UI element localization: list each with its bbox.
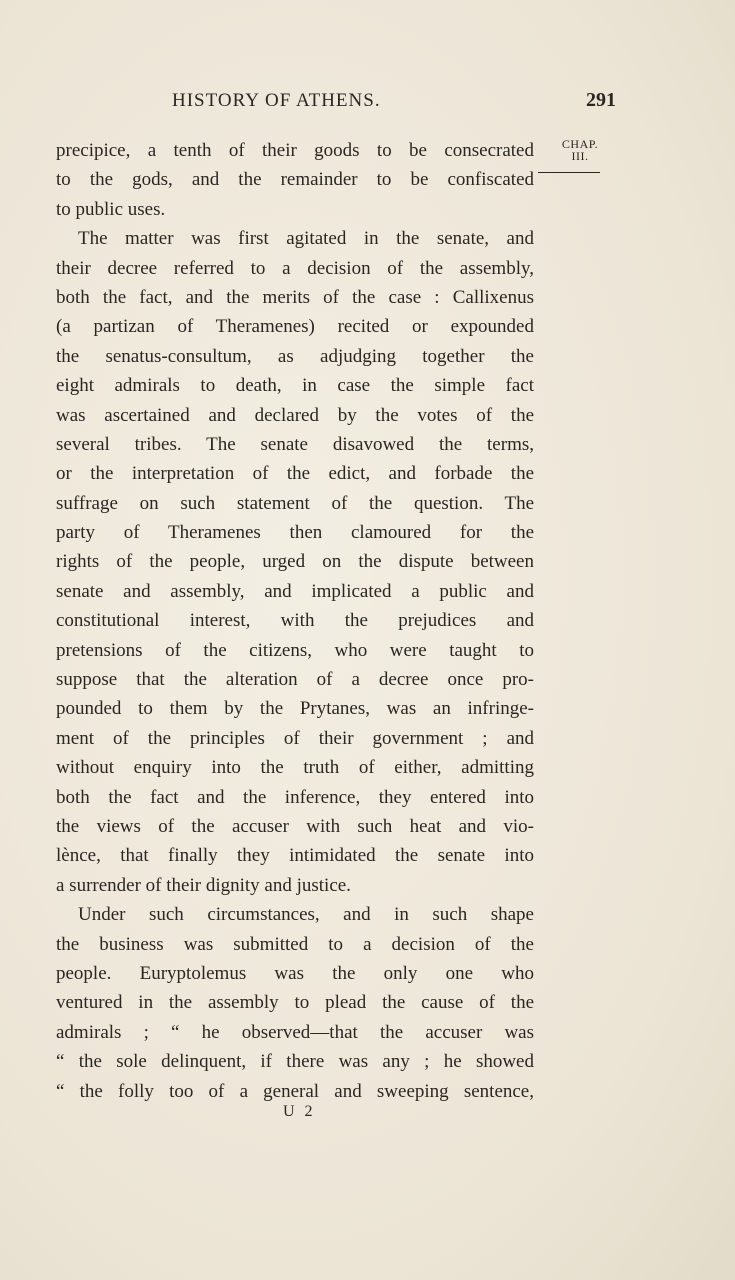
- text-line: the views of the accuser with such heat and vio-: [56, 815, 534, 837]
- chapter-label: CHAP.: [561, 137, 599, 151]
- chapter-margin-note: [550, 138, 610, 173]
- text-line: the business was submitted to a decision of the: [56, 933, 534, 955]
- signature-mark: U 2: [283, 1103, 316, 1120]
- text-line: both the fact, and the merits of the case : Callixenus: [56, 286, 534, 308]
- text-line: admirals ; “ he observed—that the accuser was: [56, 1021, 534, 1043]
- text-line: Under such circumstances, and in such shape: [78, 904, 534, 926]
- running-head: [0, 90, 735, 120]
- body-text: [56, 136, 534, 1106]
- text-line: party of Theramenes then clamoured for the: [56, 522, 534, 544]
- text-line: several tribes. The senate disavowed the terms,: [56, 433, 534, 455]
- text-line: “ the sole delinquent, if there was any ; he showed: [56, 1051, 534, 1073]
- text-line: senate and assembly, and implicated a public and: [56, 580, 534, 602]
- text-line: their decree referred to a decision of the assembly,: [56, 257, 534, 279]
- running-title: HISTORY OF ATHENS.: [172, 90, 381, 111]
- text-line: rights of the people, urged on the dispute between: [56, 551, 534, 573]
- text-line: without enquiry into the truth of either, admitting: [56, 757, 534, 779]
- text-line: (a partizan of Theramenes) recited or expounded: [56, 316, 534, 338]
- text-line: precipice, a tenth of their goods to be consecrated: [56, 140, 534, 161]
- text-line: ventured in the assembly to plead the cause of the: [56, 992, 534, 1014]
- text-line: people. Euryptolemus was the only one who: [56, 962, 534, 984]
- page-number: 291: [586, 89, 616, 111]
- text-line: “ the folly too of a general and sweeping sentence,: [56, 1080, 534, 1102]
- text-line: suppose that the alteration of a decree once pro-: [56, 669, 534, 691]
- chapter-rule: [538, 172, 600, 173]
- text-line: both the fact and the inference, they entered into: [56, 786, 534, 808]
- text-line: pretensions of the citizens, who were taught to: [56, 639, 534, 661]
- text-line: lènce, that finally they intimidated the senate into: [56, 845, 534, 867]
- chapter-number: III.: [571, 149, 589, 163]
- text-line: to public uses.: [56, 198, 166, 220]
- text-line: or the interpretation of the edict, and forbade the: [56, 463, 534, 485]
- text-line: a surrender of their dignity and justice.: [56, 874, 351, 896]
- text-line: ment of the principles of their government ; and: [56, 727, 534, 749]
- text-line: the senatus-consultum, as adjudging together the: [56, 345, 534, 367]
- text-line: suffrage on such statement of the question. The: [56, 492, 534, 514]
- text-line: pounded to them by the Prytanes, was an infringe-: [56, 698, 534, 720]
- text-line: eight admirals to death, in case the simple fact: [56, 375, 534, 397]
- text-line: The matter was first agitated in the senate, and: [78, 228, 534, 250]
- text-line: to the gods, and the remainder to be confiscated: [56, 169, 534, 191]
- text-line: constitutional interest, with the prejudices and: [56, 610, 534, 632]
- text-line: was ascertained and declared by the votes of the: [56, 404, 534, 426]
